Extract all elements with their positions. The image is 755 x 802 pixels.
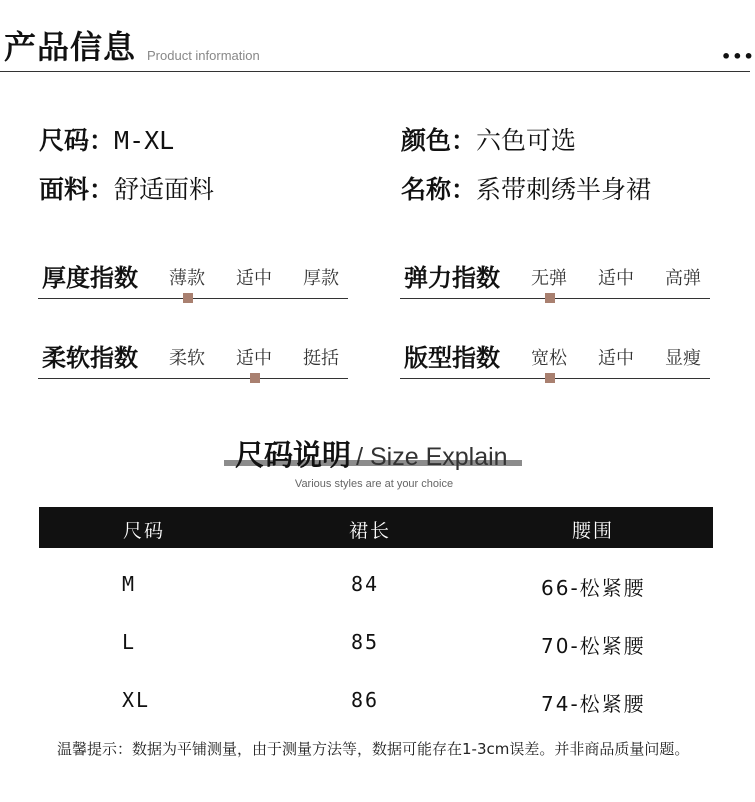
scale-option: 显瘦: [665, 348, 701, 369]
cell-length: 84: [351, 572, 380, 596]
scale-title: 弹力指数: [404, 264, 500, 292]
scale-line: [400, 298, 710, 299]
scale-marker: [545, 373, 555, 383]
size-title-cn: 尺码说明: [235, 438, 352, 472]
scale-option: 无弹: [531, 268, 567, 289]
size-caption: [0, 478, 750, 490]
scale-option: 适中: [598, 348, 634, 369]
scale-title: 厚度指数: [42, 264, 138, 292]
cell-length: 86: [351, 688, 380, 712]
thickness-scale: [38, 258, 348, 303]
softness-scale: [38, 338, 348, 383]
spec-size-label: 尺码：: [39, 126, 115, 155]
cell-size: L: [122, 630, 137, 654]
size-title-en: / Size Explain: [356, 443, 508, 471]
spec-name-value: 系带刺绣半身裙: [476, 175, 652, 204]
column-header-size: 尺码: [123, 520, 166, 542]
cell-length: 85: [351, 630, 380, 654]
cell-size: XL: [122, 688, 151, 712]
cell-waist: 66-松紧腰: [541, 576, 646, 600]
scale-option: 适中: [236, 268, 272, 289]
cell-waist: 74-松紧腰: [541, 692, 646, 716]
scale-marker: [545, 293, 555, 303]
scale-line: [400, 378, 710, 379]
scale-marker: [250, 373, 260, 383]
scale-line: [38, 378, 348, 379]
scale-option: 适中: [598, 268, 634, 289]
scale-marker: [183, 293, 193, 303]
spec-size-value: M-XL: [114, 126, 175, 155]
scale-option: 厚款: [303, 268, 339, 289]
table-row: [39, 630, 713, 670]
size-caption-text: Various styles are at your choice: [294, 478, 454, 490]
page-subtitle: Product information: [147, 48, 260, 63]
page-title: 产品信息: [4, 28, 137, 66]
scale-option: 宽松: [531, 348, 567, 369]
spec-size: [39, 121, 174, 157]
table-row: [39, 688, 713, 728]
spec-fabric-label: 面料：: [39, 175, 115, 204]
fit-scale: [400, 338, 710, 383]
scale-line: [38, 298, 348, 299]
spec-name-label: 名称：: [401, 175, 477, 204]
spec-fabric-value: 舒适面料: [114, 175, 215, 204]
scale-option: 高弹: [665, 268, 701, 289]
scale-option: 柔软: [169, 348, 205, 369]
spec-color-label: 颜色：: [401, 126, 477, 155]
footer-note: 温馨提示：数据为平铺测量，由于测量方法等，数据可能存在1-3cm误差。并非商品质量问题。: [57, 740, 690, 758]
cell-waist: 70-松紧腰: [541, 634, 646, 658]
page-header: [0, 0, 755, 72]
cell-size: M: [122, 572, 137, 596]
column-header-waist: 腰围: [572, 520, 615, 542]
table-header: [39, 507, 713, 548]
scale-option: 适中: [236, 348, 272, 369]
scale-title: 柔软指数: [42, 344, 138, 372]
size-section-title: [235, 433, 508, 474]
column-header-length: 裙长: [349, 520, 392, 542]
spec-color-value: 六色可选: [476, 126, 577, 155]
elasticity-scale: [400, 258, 710, 303]
more-icon[interactable]: •••: [721, 47, 755, 66]
spec-fabric: [39, 170, 214, 206]
table-row: [39, 572, 713, 612]
scale-title: 版型指数: [404, 344, 500, 372]
scale-option: 挺括: [303, 348, 339, 369]
scale-option: 薄款: [169, 268, 205, 289]
spec-name: [401, 170, 651, 206]
spec-color: [401, 121, 576, 157]
